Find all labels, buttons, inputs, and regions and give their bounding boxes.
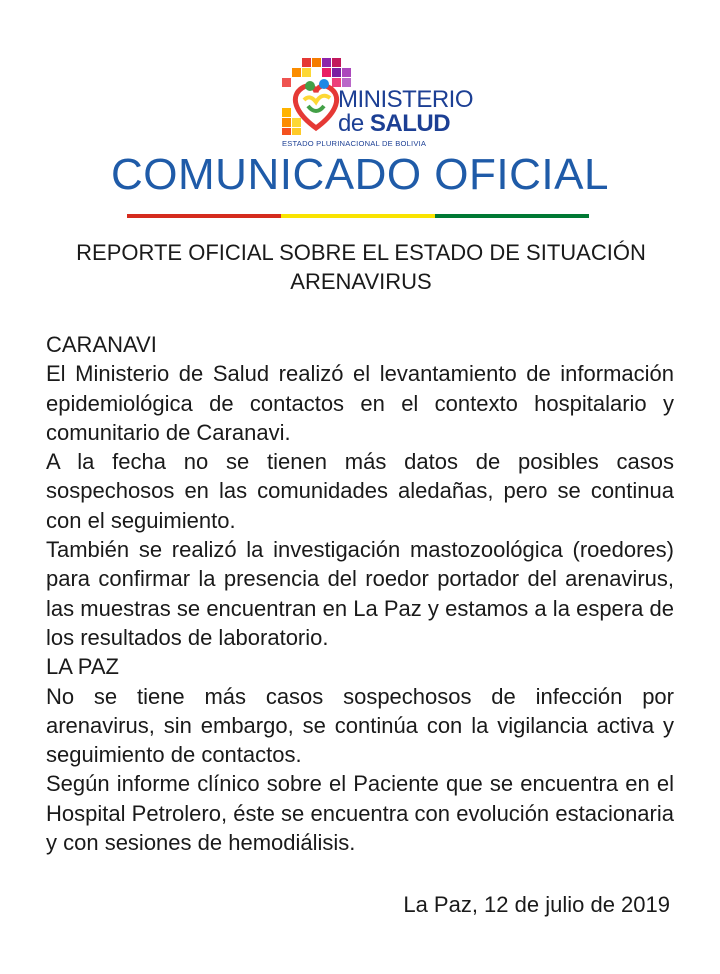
logo-subtitle: ESTADO PLURINACIONAL DE BOLIVIA (282, 139, 427, 148)
paragraph-caranavi-1: El Ministerio de Salud realizó el levantamiento de información epidemiológica de contactos en el contexto hospitalario y comunitario de Caranavi. (46, 361, 674, 445)
paragraph-caranavi-3: También se realizó la investigación mastozoológica (roedores) para confirmar la presencia del roedor portador del arenavirus, las muestras se encuentran en La Paz y estamos a la espera de los resultados de laboratorio. (46, 537, 674, 650)
report-title (48, 238, 674, 296)
flag-red-stripe (127, 214, 281, 218)
communique-body (46, 330, 674, 857)
paragraph-la-paz-2: Según informe clínico sobre el Paciente que se encuentra en el Hospital Petrolero, éste se encuentra con evolución estacionaria y con sesiones de hemodiálisis. (46, 771, 674, 856)
paragraph-caranavi-2: A la fecha no se tienen más datos de posibles casos sospechosos en las comunidades aledañas, pero se continua con el seguimiento. (46, 449, 674, 533)
logo-word-salud: SALUD (369, 110, 451, 137)
section-heading-la-paz: LA PAZ (46, 654, 119, 680)
logo-word-de-salud (338, 110, 450, 138)
flag-divider (127, 214, 589, 218)
paragraph-la-paz-1: No se tiene más casos sospechosos de infección por arenavirus, sin embargo, se continúa con la vigilancia activa y seguimiento de contactos. (46, 683, 674, 768)
flag-green-stripe (435, 214, 589, 218)
section-heading-caranavi: CARANAVI (46, 332, 157, 357)
ministry-logo (280, 56, 474, 156)
flag-yellow-stripe (281, 214, 435, 218)
logo-word-de: de (338, 110, 370, 137)
logo-word-ministerio: MINISTERIO (338, 86, 474, 113)
place-and-date: La Paz, 12 de julio de 2019 (403, 892, 670, 917)
report-title-line1: REPORTE OFICIAL SOBRE EL ESTADO DE SITUACIÓN (76, 240, 646, 265)
page-title: COMUNICADO OFICIAL (111, 150, 609, 199)
report-title-line2: ARENAVIRUS (290, 269, 432, 294)
